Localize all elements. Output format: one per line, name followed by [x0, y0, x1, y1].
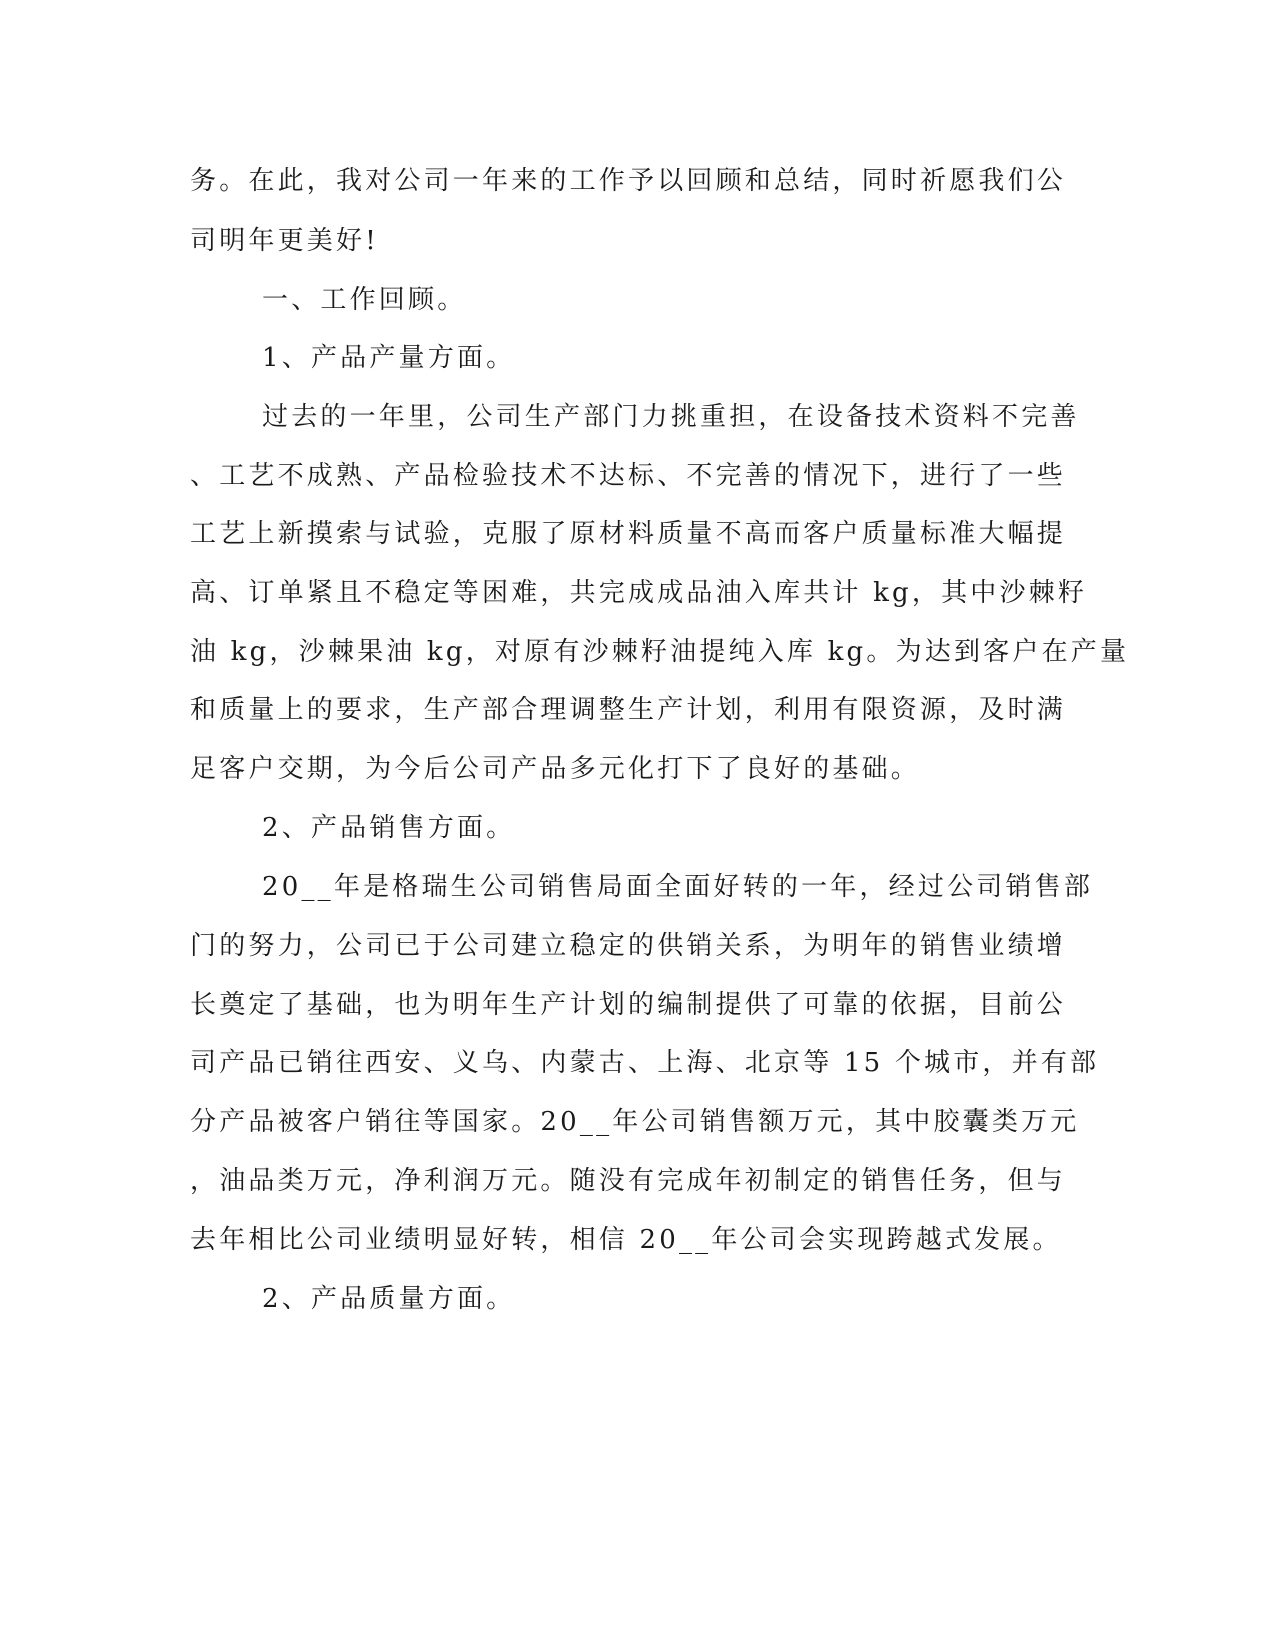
text-line: 油 kg，沙棘果油 kg，对原有沙棘籽油提纯入库 kg。为达到客户在产量 [190, 637, 1130, 667]
text-line: 分产品被客户销往等国家。20__年公司销售额万元，其中胶囊类万元 [190, 1107, 1080, 1137]
text-line: 、工艺不成熟、产品检验技术不达标、不完善的情况下，进行了一些 [190, 461, 1067, 491]
text-line: 务。在此，我对公司一年来的工作予以回顾和总结，同时祈愿我们公 [190, 166, 1067, 196]
subsection-heading: 1、产品产量方面。 [262, 343, 516, 373]
text-line: ，油品类万元，净利润万元。随没有完成年初制定的销售任务，但与 [190, 1166, 1067, 1196]
text-line: 过去的一年里，公司生产部门力挑重担，在设备技术资料不完善 [262, 402, 1080, 432]
text-line: 20__年是格瑞生公司销售局面全面好转的一年，经过公司销售部 [262, 872, 1094, 902]
text-line: 司产品已销往西安、义乌、内蒙古、上海、北京等 15 个城市，并有部 [190, 1048, 1100, 1078]
text-line: 高、订单紧且不稳定等困难，共完成成品油入库共计 kg，其中沙棘籽 [190, 578, 1088, 608]
text-line: 足客户交期，为今后公司产品多元化打下了良好的基础。 [190, 754, 921, 784]
text-line: 司明年更美好! [190, 226, 379, 256]
text-line: 长奠定了基础，也为明年生产计划的编制提供了可靠的依据，目前公 [190, 990, 1067, 1020]
section-heading: 一、工作回顾。 [262, 285, 467, 315]
text-line: 和质量上的要求，生产部合理调整生产计划，利用有限资源，及时满 [190, 695, 1067, 725]
text-line: 去年相比公司业绩明显好转，相信 20__年公司会实现跨越式发展。 [190, 1225, 1062, 1255]
subsection-heading: 2、产品销售方面。 [262, 813, 516, 843]
text-line: 门的努力，公司已于公司建立稳定的供销关系，为明年的销售业绩增 [190, 931, 1067, 961]
text-line: 工艺上新摸索与试验，克服了原材料质量不高而客户质量标准大幅提 [190, 519, 1067, 549]
subsection-heading: 2、产品质量方面。 [262, 1284, 516, 1314]
